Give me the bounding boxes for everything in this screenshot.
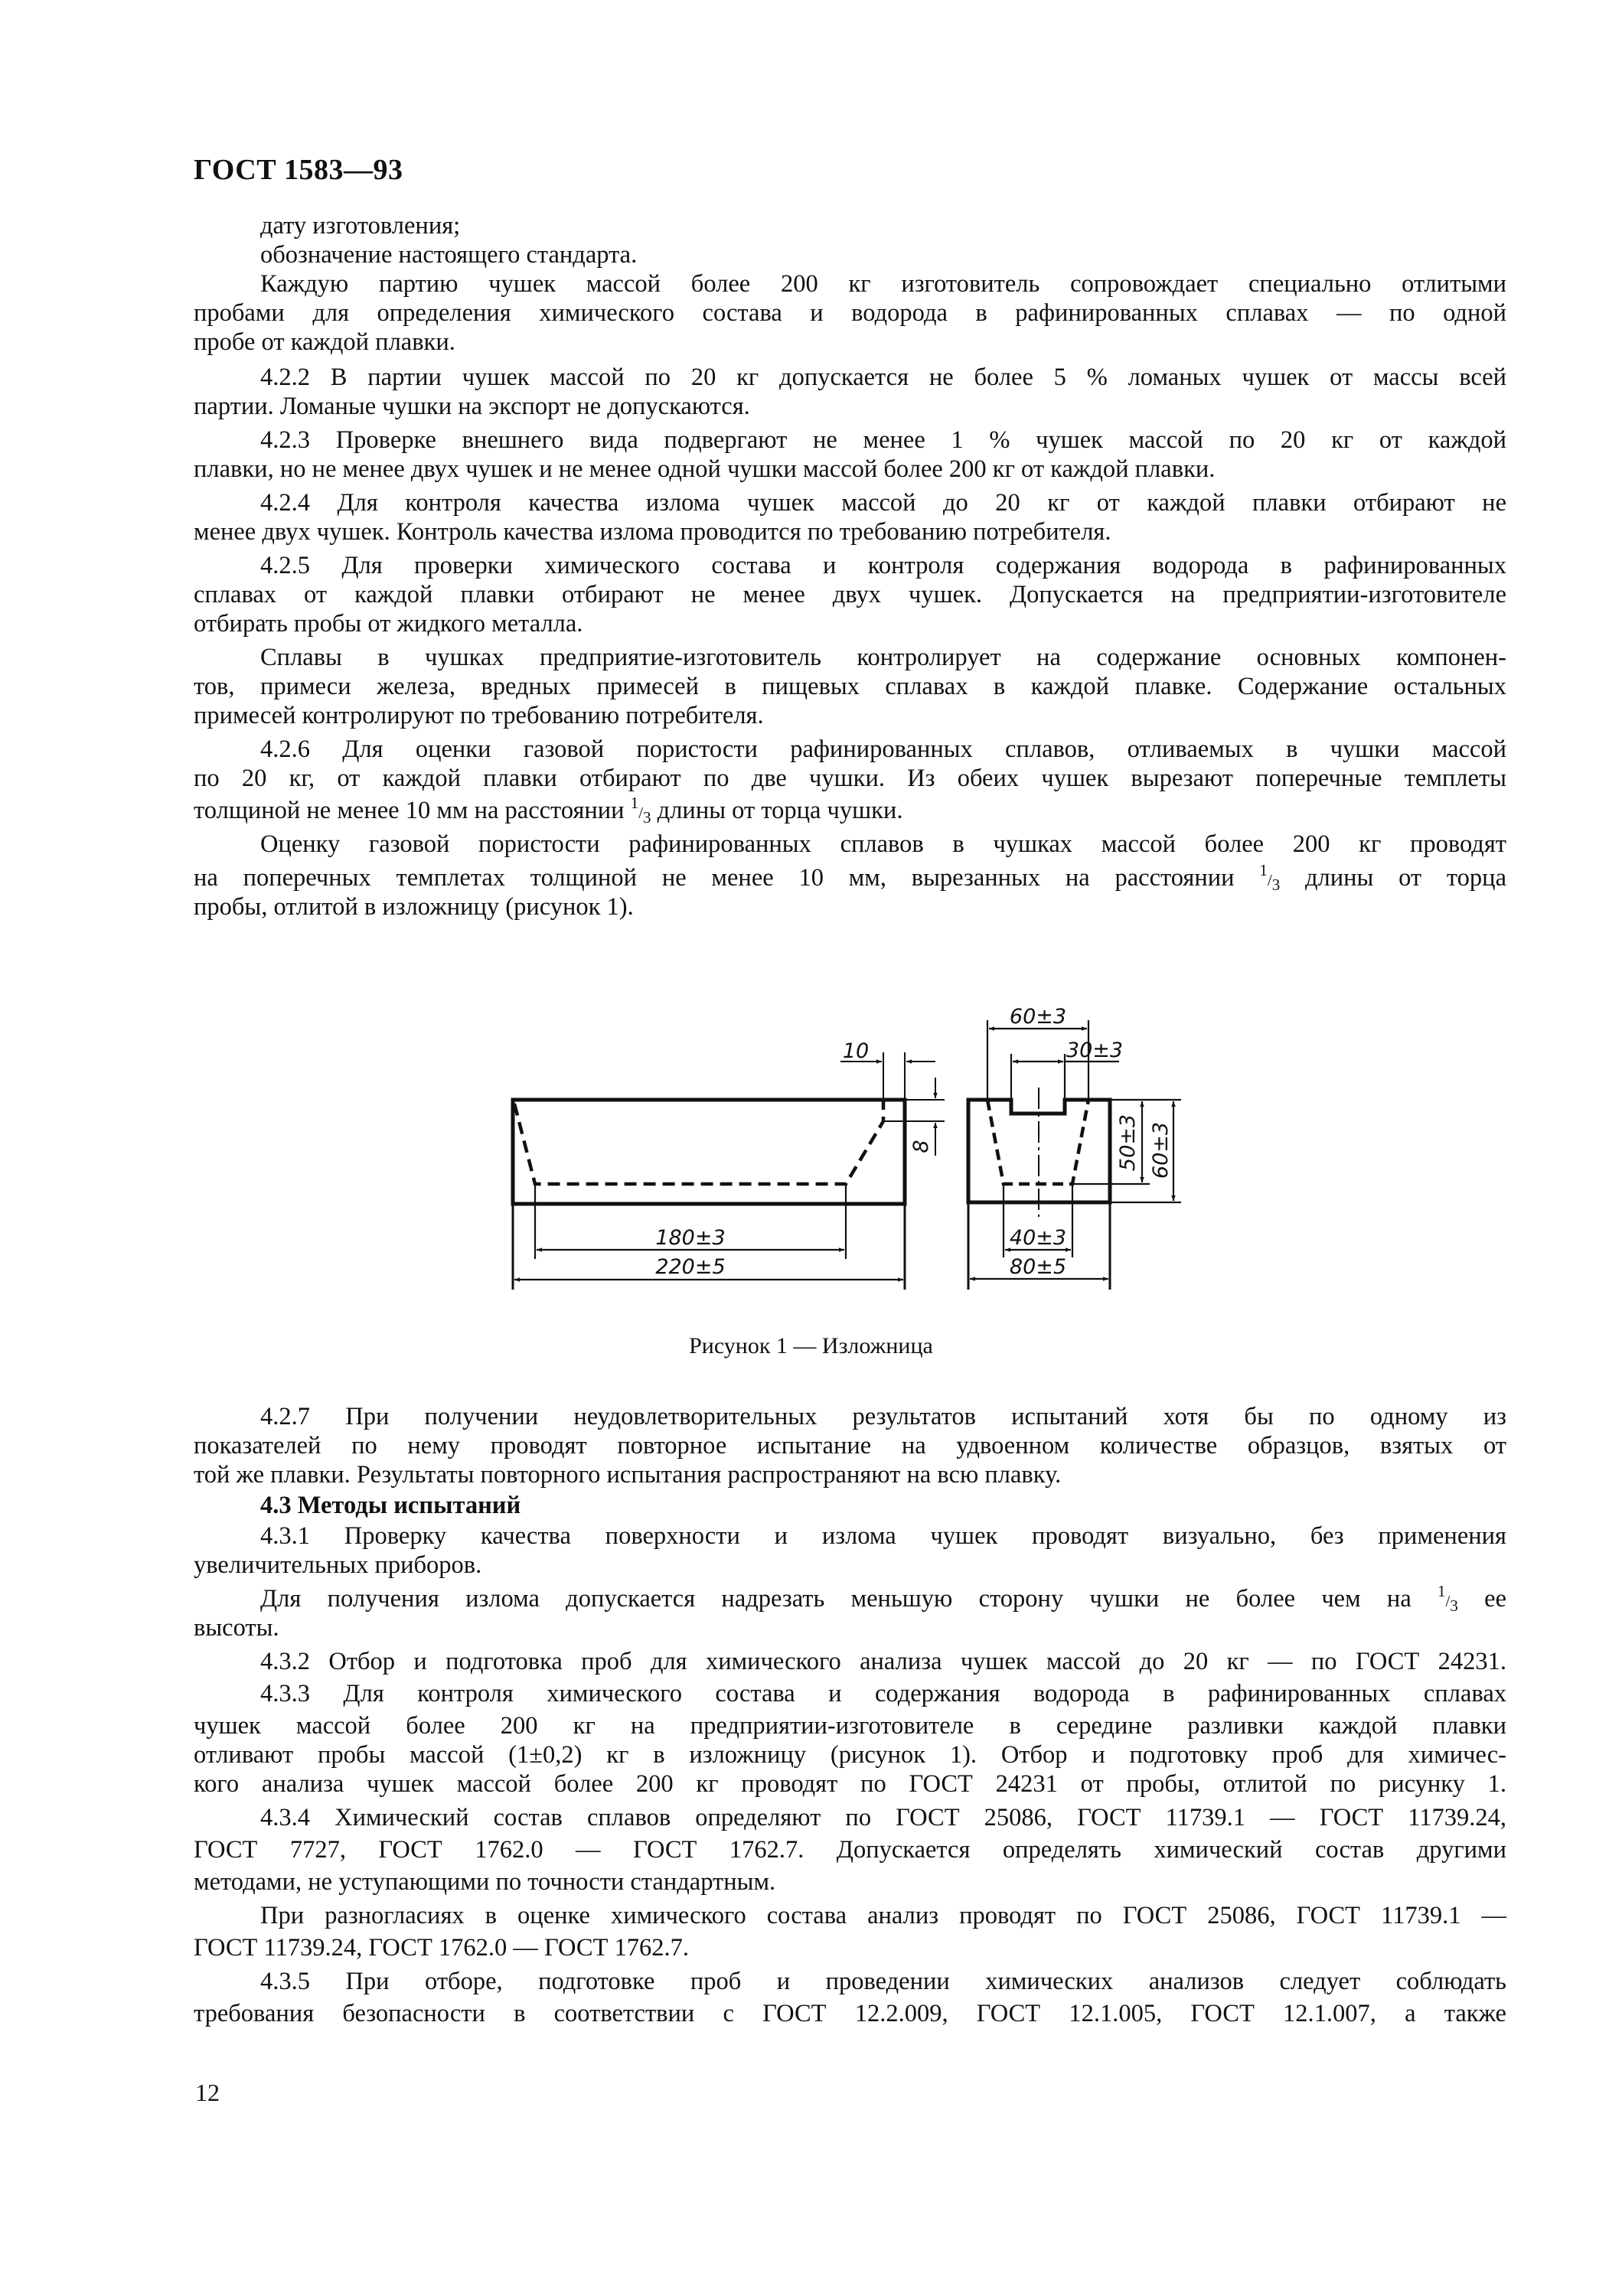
text-line: пробы, отлитой в изложницу (рисунок 1).: [194, 893, 634, 921]
text-line: Оценку газовой пористости рафинированных сплавов в чушках массой более 200 кг проводят: [260, 830, 1506, 858]
section-heading: 4.3 Методы испытаний: [260, 1492, 521, 1519]
text-line: При разногласиях в оценке химического состава анализ проводят по ГОСТ 25086, ГОСТ 11739.1 —: [260, 1902, 1506, 1929]
side-view-drawing: [513, 1052, 945, 1290]
text-line: пробами для определения химического состава и водорода в рафинированных сплавах — по одной: [194, 299, 1506, 327]
text-line: по 20 кг, от каждой плавки отбирают по две чушки. Из обеих чушек вырезают поперечные темплеты: [194, 765, 1506, 792]
text-line: Каждую партию чушек массой более 200 кг изготовитель сопровождает специально отлитыми: [260, 270, 1506, 298]
text-line: сплавах от каждой плавки отбирают не менее двух чушек. Допускается на предприятии-изготовителе: [194, 581, 1506, 608]
text-line: ГОСТ 7727, ГОСТ 1762.0 — ГОСТ 1762.7. Допускается определять химический состав другими: [194, 1836, 1506, 1864]
text-line: высоты.: [194, 1614, 279, 1642]
fraction-one-third: 1/3: [1438, 1582, 1458, 1615]
text-line: плавки, но не менее двух чушек и не менее одной чушки массой более 200 кг от каждой плавки.: [194, 455, 1216, 483]
text-line: толщиной не менее 10 мм на расстоянии 1/3 длины от торца чушки.: [194, 794, 903, 827]
dim-30: 30±3: [1066, 1039, 1124, 1062]
dim-50: 50±3: [1116, 1114, 1140, 1172]
text-line: 4.2.3 Проверке внешнего вида подвергают не менее 1 % чушек массой по 20 кг от каждой: [260, 426, 1506, 454]
text-line: Для получения излома допускается надрезать меньшую сторону чушки не более чем на 1/3 ее: [260, 1582, 1506, 1615]
text-line: примесей контролируют по требованию потребителя.: [194, 702, 764, 729]
text-line: 4.2.7 При получении неудовлетворительных результатов испытаний хотя бы по одному из: [260, 1403, 1506, 1430]
text-line: менее двух чушек. Контроль качества излома проводится по требованию потребителя.: [194, 518, 1111, 546]
fraction-one-third: 1/3: [630, 794, 651, 827]
fraction-one-third: 1/3: [1259, 861, 1281, 894]
page-number: 12: [195, 2079, 220, 2106]
text-line: 4.3.2 Отбор и подготовка проб для химического анализа чушек массой до 20 кг — по ГОСТ 24231.: [260, 1648, 1506, 1675]
dim-220: 220±5: [655, 1255, 726, 1279]
dim-40: 40±3: [1009, 1226, 1067, 1250]
text-line: кого анализа чушек массой более 200 кг проводят по ГОСТ 24231 от пробы, отлитой по рисунку 1.: [194, 1770, 1506, 1798]
text-line: ГОСТ 11739.24, ГОСТ 1762.0 — ГОСТ 1762.7.: [194, 1934, 690, 1962]
dim-80: 80±5: [1009, 1255, 1067, 1279]
text-line: дату изготовления;: [260, 212, 461, 240]
text-line: показателей по нему проводят повторное испытание на удвоенном количестве образцов, взятых от: [194, 1432, 1506, 1459]
text-line: 4.2.6 Для оценки газовой пористости рафинированных сплавов, отливаемых в чушки массой: [260, 735, 1506, 763]
text-line: партии. Ломаные чушки на экспорт не допускаются.: [194, 393, 750, 420]
text-line: 4.3.1 Проверку качества поверхности и излома чушек проводят визуально, без применения: [260, 1522, 1506, 1550]
text-line: обозначение настоящего стандарта.: [260, 241, 638, 269]
text-line: 4.3.5 При отборе, подготовке проб и проведении химических анализов следует соблюдать: [260, 1968, 1506, 1995]
text-line: 4.3.3 Для контроля химического состава и содержания водорода в рафинированных сплавах: [260, 1680, 1506, 1707]
dim-180: 180±3: [655, 1226, 726, 1250]
figure-caption: Рисунок 1 — Изложница: [689, 1333, 933, 1358]
dim-8: 8: [909, 1140, 933, 1153]
text-line: 4.3.4 Химический состав сплавов определяют по ГОСТ 25086, ГОСТ 11739.1 — ГОСТ 11739.24,: [260, 1804, 1506, 1831]
text-line: требования безопасности в соответствии с ГОСТ 12.2.009, ГОСТ 12.1.005, ГОСТ 12.1.007, а также: [194, 2000, 1506, 2027]
text-line: отбирать пробы от жидкого металла.: [194, 610, 583, 638]
text-line: отливают пробы массой (1±0,2) кг в изложницу (рисунок 1). Отбор и подготовку проб для химичес-: [194, 1741, 1506, 1769]
text-line: тов, примеси железа, вредных примесей в пищевых сплавах в каждой плавке. Содержание остальных: [194, 673, 1506, 700]
text-line: 4.2.2 В партии чушек массой по 20 кг допускается не более 5 % ломаных чушек от массы всей: [260, 364, 1506, 391]
dim-60-top: 60±3: [1009, 1005, 1067, 1029]
text-line: 4.2.5 Для проверки химического состава и контроля содержания водорода в рафинированных: [260, 552, 1506, 579]
text-line: той же плавки. Результаты повторного испытания распространяют на всю плавку.: [194, 1461, 1062, 1489]
text-line: 4.2.4 Для контроля качества излома чушек массой до 20 кг от каждой плавки отбирают не: [260, 489, 1506, 517]
text-line: увеличительных приборов.: [194, 1551, 482, 1579]
text-line: чушек массой более 200 кг на предприятии-изготовителе в середине разливки каждой плавки: [194, 1712, 1506, 1740]
text-line: Сплавы в чушках предприятие-изготовитель контролирует на содержание основных компонен-: [260, 644, 1506, 671]
text-line: пробе от каждой плавки.: [194, 328, 455, 356]
standard-header: ГОСТ 1583—93: [194, 154, 403, 186]
dim-60-height: 60±3: [1149, 1121, 1173, 1179]
text-line: методами, не уступающими по точности стандартным.: [194, 1868, 776, 1896]
text-line: на поперечных темплетах толщиной не менее 10 мм, вырезанных на расстоянии 1/3 длины от торца: [194, 861, 1507, 894]
dim-10: 10: [842, 1039, 870, 1063]
